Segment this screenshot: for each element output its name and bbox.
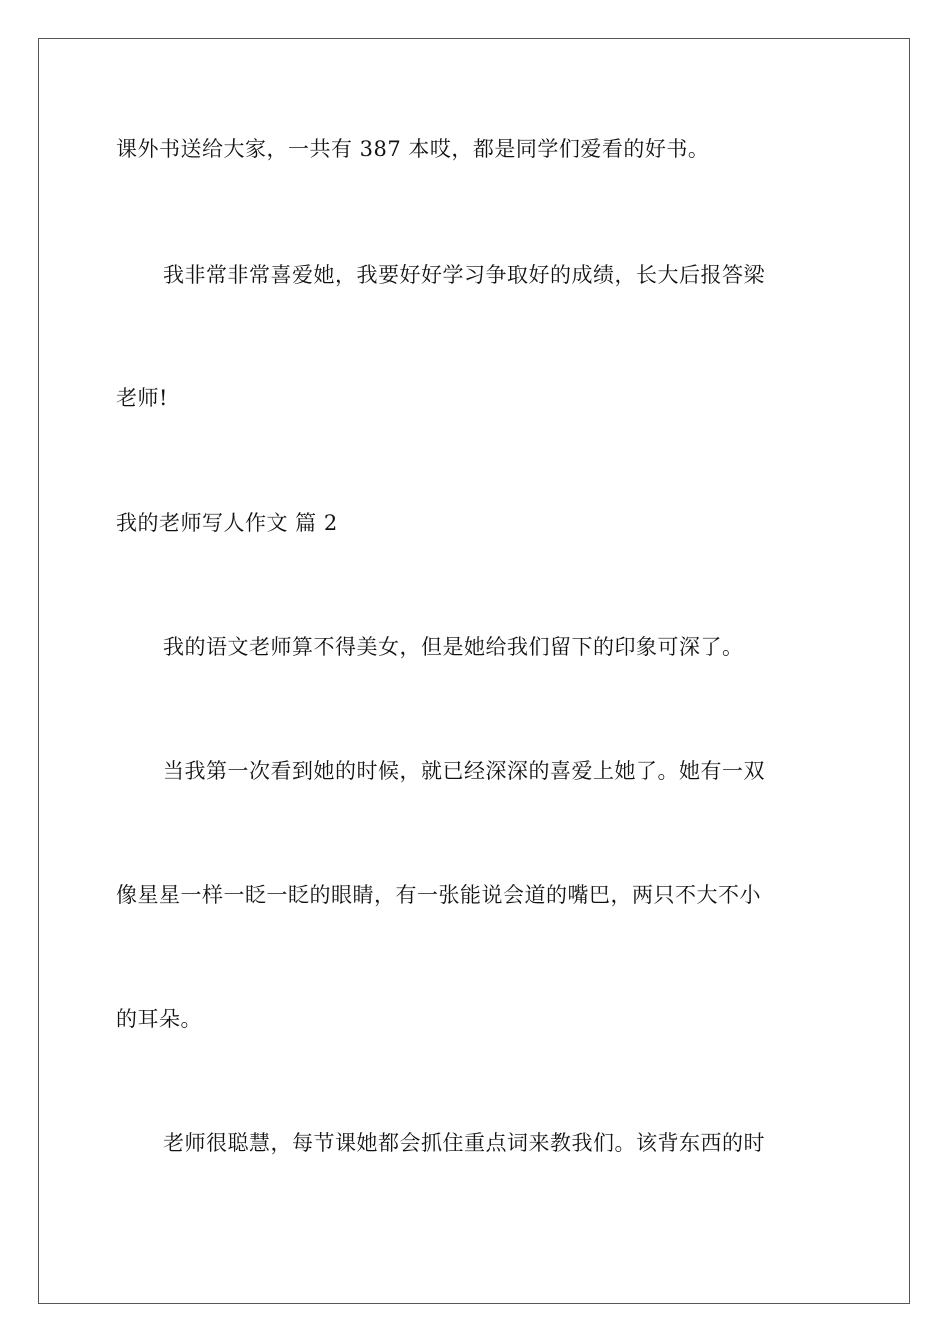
paragraph-line-5: 当我第一次看到她的时候，就已经深深的喜爱上她了。她有一双: [163, 759, 765, 783]
paragraph-line-6: 像星星一样一眨一眨的眼睛，有一张能说会道的嘴巴，两只不大不小: [116, 883, 761, 907]
paragraph-line-1: 课外书送给大家，一共有 387 本哎，都是同学们爱看的好书。: [116, 137, 710, 161]
paragraph-line-8: 老师很聪慧，每节课她都会抓住重点词来教我们。该背东西的时: [163, 1131, 765, 1155]
page-border: [38, 38, 910, 1304]
paragraph-line-2: 我非常非常喜爱她，我要好好学习争取好的成绩，长大后报答梁: [163, 263, 765, 287]
paragraph-line-4: 我的语文老师算不得美女，但是她给我们留下的印象可深了。: [163, 635, 744, 659]
paragraph-line-7: 的耳朵。: [116, 1007, 202, 1031]
paragraph-line-3: 老师!: [116, 386, 168, 410]
section-heading: 我的老师写人作文 篇 2: [116, 511, 338, 535]
